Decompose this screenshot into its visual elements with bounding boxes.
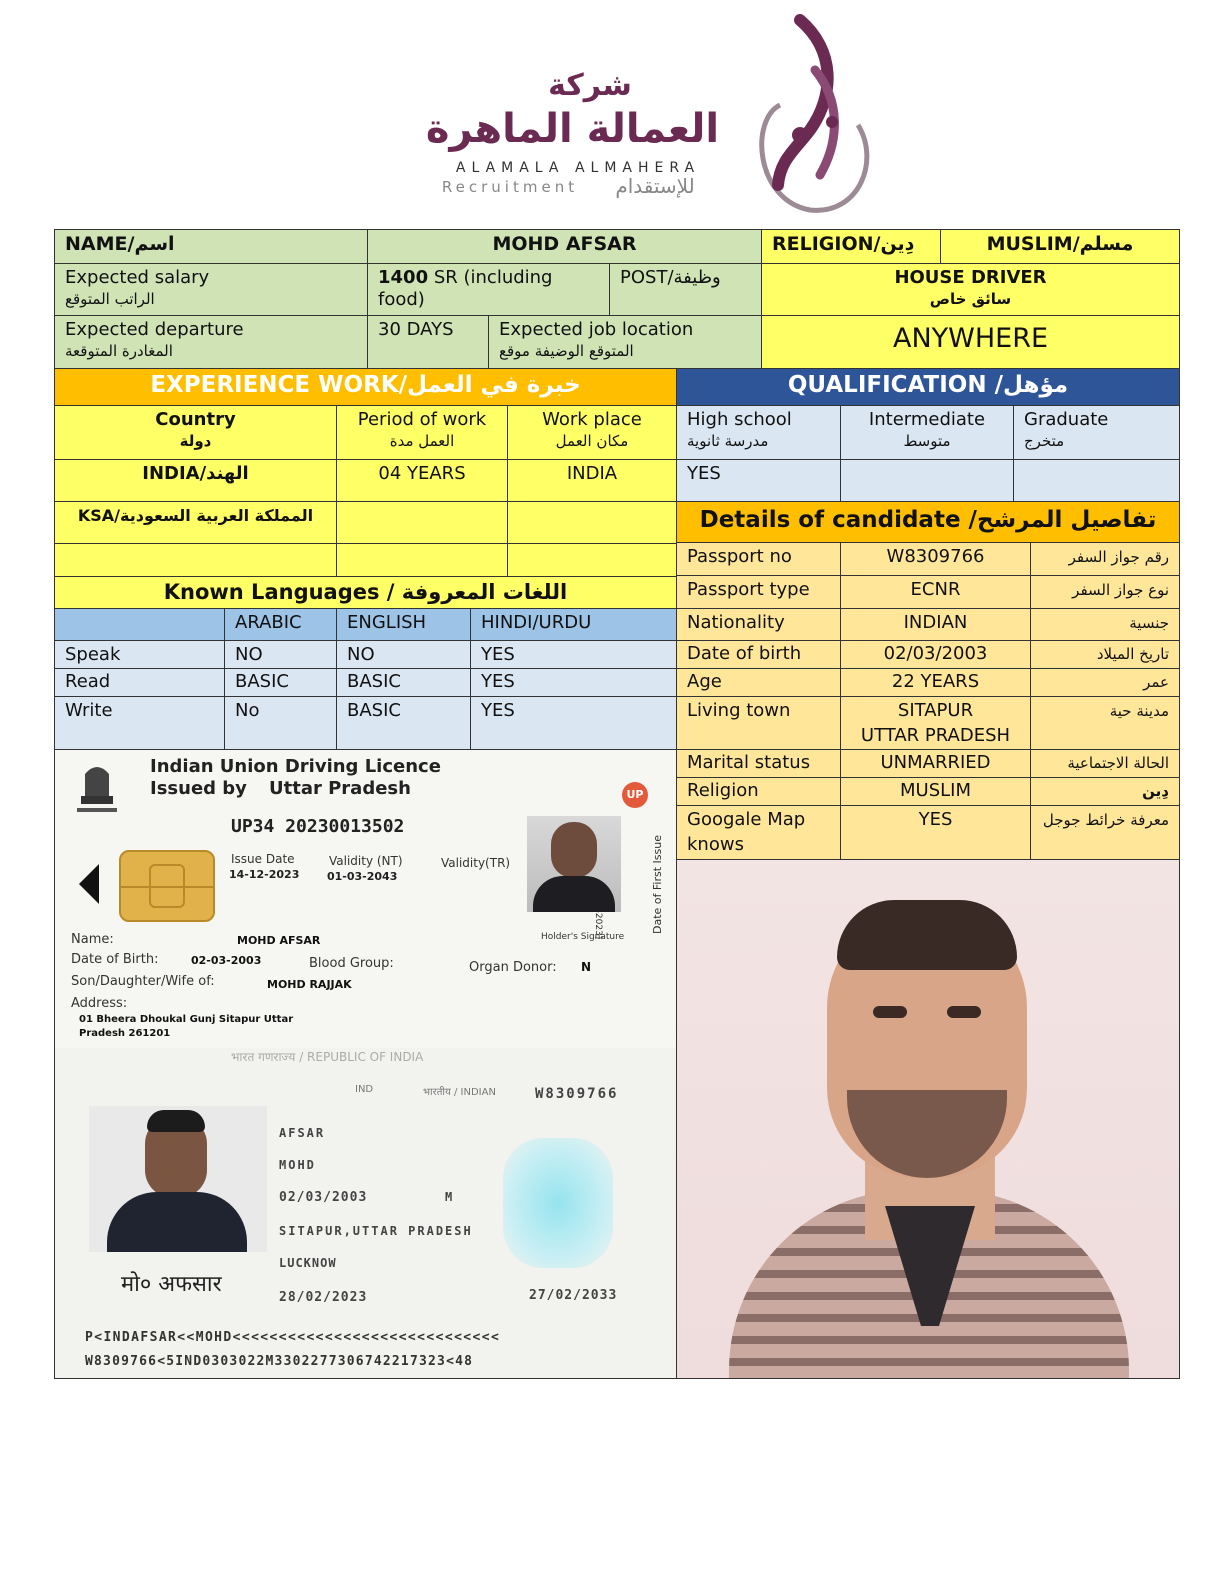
experience-row-place <box>507 543 677 577</box>
details-value: INDIAN <box>840 608 1031 641</box>
first-issue-label: Date of First Issue <box>651 835 664 934</box>
address-line1: 01 Bheera Dhoukal Gunj Sitapur Uttar <box>79 1014 294 1025</box>
languages-value: YES <box>470 640 677 669</box>
experience-row-country <box>54 543 337 577</box>
details-label-ar: نوع جواز السفر <box>1030 575 1180 609</box>
experience-title: EXPERIENCE WORK/خبرة في العمل <box>54 368 677 406</box>
logo-latin-sub: Recruitment <box>441 178 579 196</box>
organ-donor-value: N <box>581 960 592 974</box>
experience-row-period <box>336 501 508 544</box>
experience-row-country: INDIA/الهند <box>54 459 337 502</box>
passport-surname: AFSAR <box>279 1126 326 1140</box>
experience-col-place-ar: مكان العمل <box>555 432 629 450</box>
experience-row-place: INDIA <box>507 459 677 502</box>
languages-skill-read: Read <box>54 668 225 697</box>
languages-value: NO <box>224 640 337 669</box>
details-label: Passport type <box>676 575 841 609</box>
post-value-ar: سائق خاص <box>929 290 1012 308</box>
experience-col-country-ar: دولة <box>179 432 212 450</box>
languages-col-english: ENGLISH <box>336 608 471 641</box>
experience-col-period-ar: العمل مدة <box>389 432 455 450</box>
experience-col-period-label: Period of work <box>357 409 487 430</box>
job-location-value: ANYWHERE <box>761 315 1180 369</box>
experience-row-place <box>507 501 677 544</box>
salary-unit: SR (including food) <box>378 267 553 310</box>
licence-number: UP34 20230013502 <box>231 816 405 837</box>
languages-title: Known Languages / اللغات المعروفة <box>54 576 677 609</box>
details-value: ECNR <box>840 575 1031 609</box>
passport-number: W8309766 <box>535 1086 619 1102</box>
details-label-ar: تاريخ الميلاد <box>1030 640 1180 669</box>
qualification-col-label-ar: مدرسة ثانوية <box>687 432 769 450</box>
passport-given-name: MOHD <box>279 1158 316 1172</box>
salary-label: Expected salary <box>65 267 210 288</box>
licence-title: Indian Union Driving Licence <box>150 756 441 777</box>
licence-name-value: MOHD AFSAR <box>237 934 321 947</box>
issue-date-value: 14-12-2023 <box>229 868 300 881</box>
passport-country-code: IND <box>355 1084 374 1095</box>
licence-issued-by-label: Issued by <box>150 778 247 799</box>
licence-issued-by-state: Uttar Pradesh <box>269 778 411 799</box>
details-label-ar: دِين <box>1030 777 1180 806</box>
qualification-col-label: Intermediate <box>868 409 986 430</box>
departure-label: Expected departure <box>65 319 244 340</box>
validity-tr-label: Validity(TR) <box>441 856 511 870</box>
logo-arabic-top: شركة <box>548 68 632 103</box>
details-label: Nationality <box>676 608 841 641</box>
languages-value: YES <box>470 696 677 750</box>
details-label: Passport no <box>676 542 841 576</box>
salary-label-ar: الراتب المتوقع <box>65 290 155 308</box>
experience-col-place <box>507 405 677 460</box>
details-value: UNMARRIED <box>840 749 1031 778</box>
blood-group-label: Blood Group: <box>309 956 394 971</box>
departure-value: 30 DAYS <box>367 315 489 369</box>
qualification-value-graduate <box>1013 459 1180 502</box>
licence-dob-value: 02-03-2003 <box>191 954 262 967</box>
qualification-value-high-school: YES <box>676 459 841 502</box>
company-logo <box>420 10 880 220</box>
logo-arabic-main: العمالة الماهرة <box>425 106 720 152</box>
name-value: MOHD AFSAR <box>367 229 762 264</box>
details-label: Religion <box>676 777 841 806</box>
job-location-label: Expected job location <box>499 319 694 340</box>
passport-signature: मो० अफसार <box>121 1272 222 1297</box>
validity-nt-label: Validity (NT) <box>329 854 403 868</box>
passport-header: भारत गणराज्य / REPUBLIC OF INDIA <box>231 1050 424 1064</box>
passport-ghost-image <box>503 1138 613 1268</box>
state-badge: UP <box>622 782 648 808</box>
languages-skill-speak: Speak <box>54 640 225 669</box>
experience-col-place-label: Work place <box>542 409 642 430</box>
qualification-value-intermediate <box>840 459 1014 502</box>
logo-arabic-sub: للإستقدام <box>615 174 695 198</box>
job-location-label-cell <box>488 315 762 369</box>
passport-mrz-line1: P<INDAFSAR<<MOHD<<<<<<<<<<<<<<<<<<<<<<<<<<<<< <box>85 1330 501 1345</box>
organ-donor-label: Organ Donor: <box>469 960 557 975</box>
languages-value: BASIC <box>336 696 471 750</box>
details-value: W8309766 <box>840 542 1031 576</box>
departure-label-cell <box>54 315 368 369</box>
languages-value: No <box>224 696 337 750</box>
religion-value: MUSLIM/مسلم <box>940 229 1180 264</box>
departure-label-ar: المغادرة المتوقعة <box>65 342 173 360</box>
salary-value <box>367 263 610 316</box>
qualification-col-label: Graduate <box>1024 409 1109 430</box>
languages-value: NO <box>336 640 471 669</box>
details-label-ar: جنسية <box>1030 608 1180 641</box>
languages-corner <box>54 608 225 641</box>
emblem-icon <box>67 756 127 822</box>
details-value: 22 YEARS <box>840 668 1031 697</box>
post-value-cell <box>761 263 1180 316</box>
son-of-value: MOHD RAJJAK <box>267 978 352 991</box>
candidate-photo <box>676 859 1180 1379</box>
licence-name-label: Name: <box>71 932 114 947</box>
details-value-line2: UTTAR PRADESH <box>860 725 1011 746</box>
experience-row-period <box>336 543 508 577</box>
languages-value: BASIC <box>224 668 337 697</box>
salary-amount: 1400 <box>378 267 429 288</box>
religion-label: RELIGION/دِين <box>761 229 941 264</box>
validity-nt-value: 01-03-2043 <box>327 870 398 883</box>
chip-icon <box>119 850 215 922</box>
languages-col-hindi-urdu: HINDI/URDU <box>470 608 677 641</box>
experience-col-period <box>336 405 508 460</box>
qualification-col-label: High school <box>687 409 792 430</box>
logo-latin-main: ALAMALA ALMAHERA <box>455 160 701 176</box>
arrow-left-icon <box>77 864 101 904</box>
languages-value: BASIC <box>336 668 471 697</box>
passport-place-of-birth: SITAPUR,UTTAR PRADESH <box>279 1224 473 1238</box>
passport-mrz-line2: W8309766<5IND0303022M3302277306742217323<48 <box>85 1354 474 1369</box>
experience-row-period: 04 YEARS <box>336 459 508 502</box>
details-label: Age <box>676 668 841 697</box>
qualification-col-high-school <box>676 405 841 460</box>
passport-date-of-expiry: 27/02/2033 <box>529 1288 618 1303</box>
logo-emblem-icon <box>740 10 880 220</box>
licence-dob-label: Date of Birth: <box>71 952 159 967</box>
details-value: YES <box>840 805 1031 860</box>
details-label-ar: مدينة حية <box>1030 696 1180 750</box>
qualification-col-label-ar: متوسط <box>903 432 951 450</box>
passport-place-of-issue: LUCKNOW <box>279 1256 337 1270</box>
passport-nationality: भारतीय / INDIAN <box>423 1087 496 1098</box>
post-label: POST/وظيفة <box>609 263 762 316</box>
passport-sex: M <box>445 1190 453 1204</box>
details-label-ar: معرفة خرائط جوجل <box>1030 805 1180 860</box>
qualification-col-label-ar: متخرج <box>1024 432 1065 450</box>
son-of-label: Son/Daughter/Wife of: <box>71 974 215 989</box>
address-label: Address: <box>71 996 128 1011</box>
passport-scan <box>55 1048 676 1378</box>
languages-value: YES <box>470 668 677 697</box>
post-value: HOUSE DRIVER <box>894 267 1047 288</box>
issue-date-label: Issue Date <box>231 852 295 866</box>
details-value: MUSLIM <box>840 777 1031 806</box>
qualification-col-graduate <box>1013 405 1180 460</box>
experience-col-country <box>54 405 337 460</box>
languages-col-arabic: ARABIC <box>224 608 337 641</box>
languages-skill-write: Write <box>54 696 225 750</box>
passport-photo <box>89 1106 267 1252</box>
details-label-ar: عمر <box>1030 668 1180 697</box>
address-line2: Pradesh 261201 <box>79 1028 171 1039</box>
details-title: Details of candidate /تفاصيل المرشح <box>676 501 1180 543</box>
details-label: Living town <box>676 696 841 750</box>
experience-col-country-label: Country <box>155 409 236 430</box>
qualification-col-intermediate <box>840 405 1014 460</box>
holder-signature-label: Holder's Signature <box>541 932 625 942</box>
job-location-label-ar: المتوقع الوضيفة موقع <box>499 342 634 360</box>
document-scans <box>54 749 677 1379</box>
details-value: 02/03/2003 <box>840 640 1031 669</box>
driving-licence-scan <box>55 750 676 1050</box>
details-label-ar: الحالة الاجتماعية <box>1030 749 1180 778</box>
details-label-ar: رقم جواز السفر <box>1030 542 1180 576</box>
passport-date-of-issue: 28/02/2023 <box>279 1290 368 1305</box>
salary-label-cell <box>54 263 368 316</box>
licence-holder-photo <box>527 816 621 912</box>
qualification-title: QUALIFICATION /مؤهل <box>676 368 1180 406</box>
details-value: SITAPUR <box>897 700 974 721</box>
details-label: Marital status <box>676 749 841 778</box>
details-label: Googale Map knows <box>676 805 841 860</box>
details-label: Date of birth <box>676 640 841 669</box>
name-label: NAME/اسم <box>54 229 368 264</box>
details-value-living-town <box>840 696 1031 750</box>
passport-dob: 02/03/2003 <box>279 1190 368 1205</box>
experience-row-country: KSA/المملكة العربية السعودية <box>54 501 337 544</box>
